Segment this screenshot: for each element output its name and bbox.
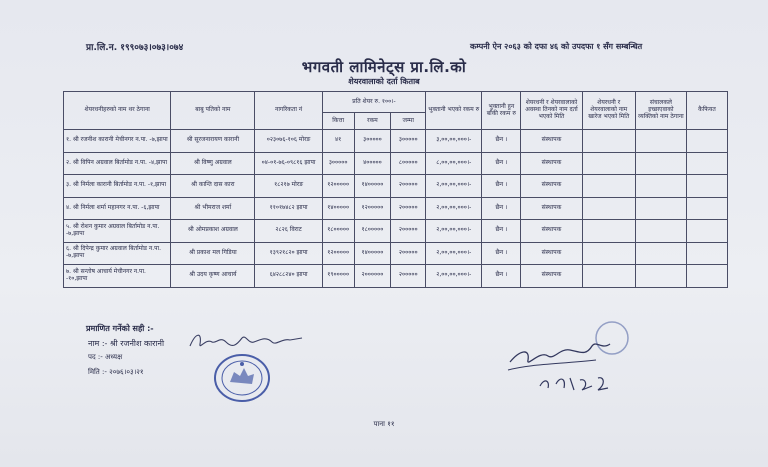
signature-two-icon <box>500 320 640 400</box>
row-remarks <box>686 130 727 153</box>
signatory-post: पद :- अध्यक्ष <box>88 353 123 361</box>
table-row <box>64 197 728 220</box>
row-rate: १८००००० <box>354 220 391 243</box>
row-left <box>582 220 635 243</box>
register-subtitle: शेयरवालाको दर्ता किताब <box>348 77 420 86</box>
row-rate: ४००००० <box>354 152 391 175</box>
row-unpaid: छैन । <box>482 152 521 175</box>
row-qty: १२००००० <box>322 242 354 265</box>
row-left <box>582 197 635 220</box>
header-citizenship: नागरिकता नं <box>255 92 323 130</box>
row-name: १. श्री रजनीश कारानी मेचीनगर न.पा. -७,झापा <box>64 130 171 153</box>
row-unpaid: छैन । <box>482 242 521 265</box>
header-name-address: शेयरधनीहरुको नाम थर ठेगाना <box>64 92 171 130</box>
row-unpaid: छैन । <box>482 130 521 153</box>
row-name: २. श्री विपिन अग्रवाल बिर्तामोड न.पा. -४,झापा <box>64 152 171 175</box>
row-rate: ३००००० <box>354 130 391 153</box>
row-citizenship: ११०१७४८२ झापा <box>255 197 323 220</box>
row-remarks <box>686 242 727 265</box>
header-father-name: बाबु पतिको नाम <box>171 92 255 130</box>
registration-number: प्रा.लि.न. १९९०७३।०७३।०७४ <box>86 43 184 53</box>
page-number: पाना ११ <box>373 420 395 428</box>
row-remarks <box>686 197 727 220</box>
row-name: ५. श्री रोशन कुमार अग्रवाल बिर्तामोड न.पा. -७,झापा <box>64 220 171 243</box>
row-total: २००००० <box>391 242 426 265</box>
row-total: २००००० <box>391 197 426 220</box>
row-nominee <box>635 175 686 198</box>
row-total: २००००० <box>391 175 426 198</box>
row-name: ४. श्री निर्मला शर्मा महानगर न.पा. -६,झापा <box>64 197 171 220</box>
row-citizenship: १३९२१८२० झापा <box>255 242 323 265</box>
certified-label: प्रमाणित गर्नेको सही :- <box>86 324 154 333</box>
row-unpaid: छैन । <box>482 175 521 198</box>
table-row <box>64 265 728 288</box>
header-nominee: संचालकले इच्छाएवाको व्यक्तिको नाम ठेगाना <box>635 92 686 130</box>
row-joined: संस्थापक <box>521 220 582 243</box>
row-qty: १८००००० <box>322 220 354 243</box>
table-row <box>64 242 728 265</box>
company-seal-icon <box>212 352 272 404</box>
row-father: श्री उदय कृष्ण आचार्य <box>171 265 255 288</box>
table-row <box>64 220 728 243</box>
row-citizenship: ०२३०७६-१०६ मोरङ <box>255 130 323 153</box>
row-paid: २,००,००,०००।- <box>426 220 482 243</box>
header-left: शेयरधनी र शेयरवालाको नाम खारेज भएको मिति <box>582 92 635 130</box>
row-qty: १९००००० <box>322 265 354 288</box>
row-citizenship: १८२१७ मोरङ <box>255 175 323 198</box>
header-sub-total: जम्मा <box>391 113 426 130</box>
header-paid-amount: भुक्तानी भएको रकम रु <box>426 92 482 130</box>
header-sub-rate: रकम <box>354 113 391 130</box>
row-remarks <box>686 265 727 288</box>
row-name: ३. श्री निर्मला कारानी बिर्तामोड न.पा. -१,झापा <box>64 175 171 198</box>
row-nominee <box>635 130 686 153</box>
signature-one-icon <box>186 330 306 352</box>
row-total: २००००० <box>391 220 426 243</box>
header-joined: शेयरधनी र शेयरवालाको अवस्था तिनको नाम दर्ता भएको मिति <box>521 92 582 130</box>
signatory-name: नाम :- श्री रजनीश कारानी <box>88 339 165 348</box>
row-rate: २०००००० <box>354 265 391 288</box>
row-paid: २,००,००,०००।- <box>426 265 482 288</box>
row-paid: ३,००,००,०००।- <box>426 130 482 153</box>
shareholder-register-table <box>63 91 728 288</box>
row-unpaid: छैन । <box>482 197 521 220</box>
row-left <box>582 130 635 153</box>
row-paid: २,००,००,०००।- <box>426 197 482 220</box>
header-per-share: प्रति शेयर रु. १००।- <box>322 92 425 113</box>
signatory-date: मिति :- २०७६।०३।२१ <box>88 368 144 376</box>
row-paid: ८,००,००,०००।- <box>426 152 482 175</box>
row-joined: संस्थापक <box>521 175 582 198</box>
row-qty: १४००००० <box>322 197 354 220</box>
table-row <box>64 175 728 198</box>
table-row <box>64 130 728 153</box>
row-citizenship: ०४-०१-७६-०९८१६ झापा <box>255 152 323 175</box>
row-rate: १२००००० <box>354 197 391 220</box>
row-name: ६. श्री दिपेन्द्र कुमार अग्रवाल बिर्तामोड न.पा. -७,झापा <box>64 242 171 265</box>
row-qty: १२००००० <box>322 175 354 198</box>
row-citizenship: २८२६ विराट <box>255 220 323 243</box>
row-remarks <box>686 152 727 175</box>
row-father: श्री सूरजनारायण कारानी <box>171 130 255 153</box>
row-left <box>582 152 635 175</box>
header-unpaid-amount: भुक्तानी हुन बाँकी रकम रु <box>482 92 521 130</box>
row-total: ८००००० <box>391 152 426 175</box>
row-rate: १४००००० <box>354 175 391 198</box>
row-total: ३००००० <box>391 130 426 153</box>
row-remarks <box>686 175 727 198</box>
row-rate: १४००००० <box>354 242 391 265</box>
header-remarks: कैफियत <box>686 92 727 130</box>
row-left <box>582 265 635 288</box>
row-paid: २,००,००,०००।- <box>426 175 482 198</box>
company-title: भगवती लामिनेट्स प्रा.लि.को <box>301 58 467 76</box>
row-father: श्री ओमप्रकाश अग्रवाल <box>171 220 255 243</box>
row-joined: संस्थापक <box>521 197 582 220</box>
row-remarks <box>686 220 727 243</box>
row-name: ७. श्री सन्तोष आचार्य मेचीनगर न.पा. -१०,झापा <box>64 265 171 288</box>
row-unpaid: छैन । <box>482 265 521 288</box>
row-joined: संस्थापक <box>521 242 582 265</box>
row-citizenship: ६४२८८२४० झापा <box>255 265 323 288</box>
row-nominee <box>635 242 686 265</box>
row-father: श्री भीमराज शर्मा <box>171 197 255 220</box>
row-left <box>582 242 635 265</box>
row-nominee <box>635 197 686 220</box>
act-reference: कम्पनी ऐन २०६३ को दफा ४६ को उपदफा १ सँग सम्बन्धित <box>470 42 643 51</box>
row-nominee <box>635 265 686 288</box>
row-unpaid: छैन । <box>482 220 521 243</box>
row-father: श्री विष्णु अग्रवाल <box>171 152 255 175</box>
row-joined: संस्थापक <box>521 265 582 288</box>
row-qty: ३००००० <box>322 152 354 175</box>
row-nominee <box>635 220 686 243</box>
table-row <box>64 152 728 175</box>
row-father: श्री प्रकाश मल गिडिया <box>171 242 255 265</box>
row-paid: २,००,००,०००।- <box>426 242 482 265</box>
row-father: श्री कान्ति दास कारा <box>171 175 255 198</box>
row-qty: ४१ <box>322 130 354 153</box>
row-nominee <box>635 152 686 175</box>
row-left <box>582 175 635 198</box>
row-total: २००००० <box>391 265 426 288</box>
row-joined: संस्थापक <box>521 152 582 175</box>
row-joined: संस्थापक <box>521 130 582 153</box>
header-sub-qty: कित्ता <box>322 113 354 130</box>
